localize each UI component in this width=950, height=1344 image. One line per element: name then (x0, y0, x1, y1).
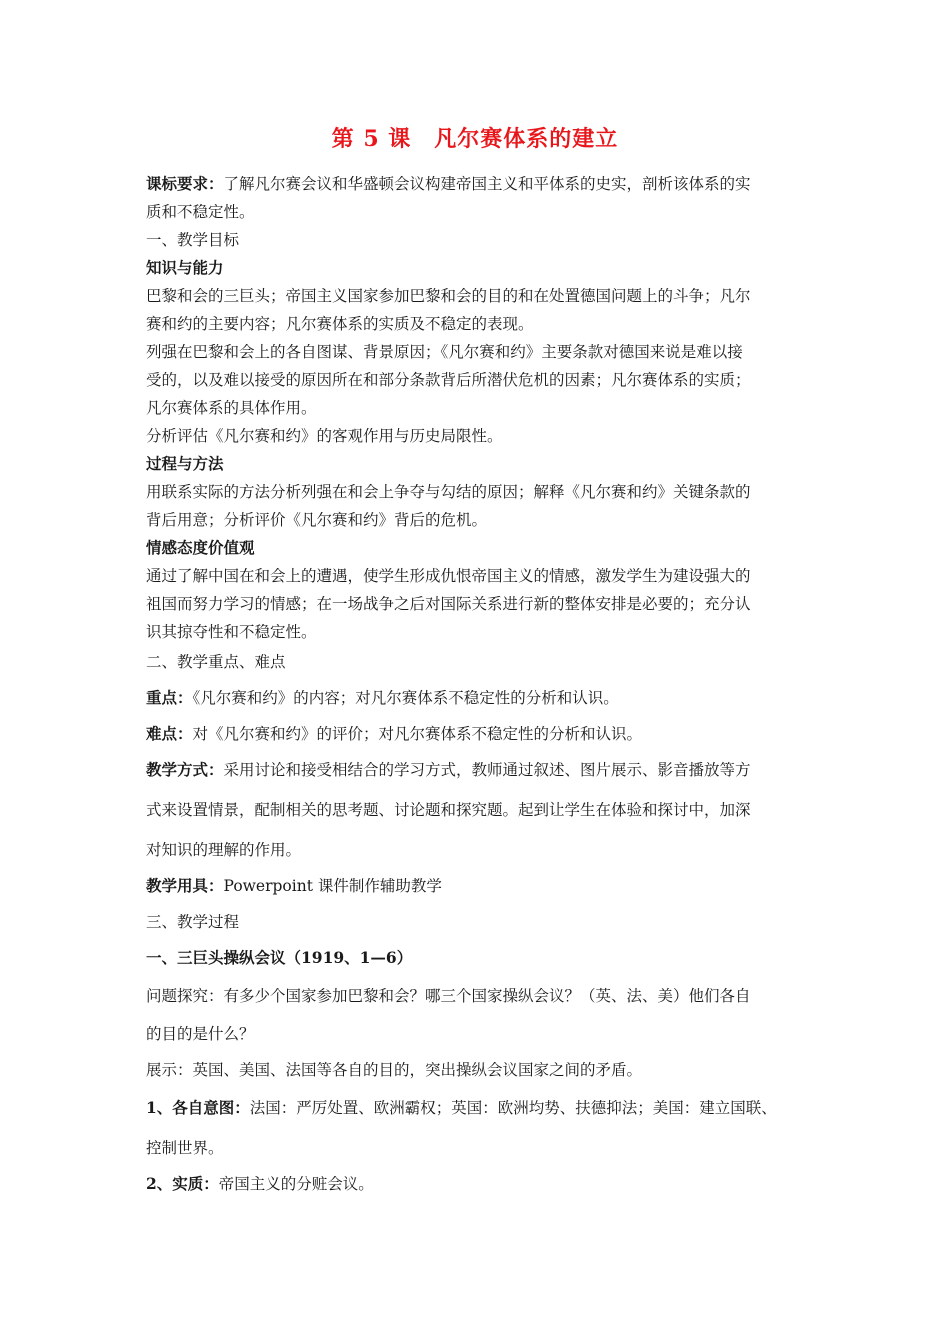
curriculum-requirement: 课标要求：了解凡尔赛会议和华盛顿会议构建帝国主义和平体系的史实，剖析该体系的实 质和不稳定性。 (146, 174, 751, 221)
process-heading: 过程与方法 (146, 454, 224, 473)
difficult-point: 难点：对《凡尔赛和约》的评价；对凡尔赛体系不稳定性的分析和认识。 (146, 724, 643, 743)
knowledge-paragraph-3: 分析评估《凡尔赛和约》的客观作用与历史局限性。 (146, 427, 503, 445)
teaching-method-line-1: 教学方式：采用讨论和接受相结合的学习方式，教师通过叙述、图片展示、影音播放等方 (146, 760, 751, 779)
lesson-title: 第 5 课 凡尔赛体系的建立 (331, 126, 619, 152)
curriculum-label: 课标要求： (146, 174, 224, 193)
knowledge-heading: 知识与能力 (146, 258, 224, 277)
teaching-method-line-2: 式来设置情景，配制相关的思考题、讨论题和探究题。起到让学生在体验和探讨中，加深 (146, 801, 751, 819)
knowledge-paragraph-1: 巴黎和会的三巨头；帝国主义国家参加巴黎和会的目的和在处置德国问题上的斗争；凡尔 赛和约的主要内容；凡尔赛体系的实质及不稳定的表现。 (146, 287, 751, 333)
section-heading-objectives: 一、教学目标 (146, 231, 240, 249)
question-line-1: 问题探究：有多少个国家参加巴黎和会？哪三个国家操纵会议？（英、法、美）他们各自 (146, 987, 751, 1005)
process-paragraph: 用联系实际的方法分析列强在和会上争夺与勾结的原因；解释《凡尔赛和约》关键条款的 背后用意；分析评价《凡尔赛和约》背后的危机。 (146, 483, 751, 529)
item1-line-1: 1、各自意图：法国：严厉处置、欧洲霸权；英国：欧洲均势、扶德抑法；美国：建立国联、 (146, 1098, 777, 1117)
part1-heading: 一、三巨头操纵会议（1919、1—6） (146, 948, 413, 967)
emotion-heading: 情感态度价值观 (146, 538, 255, 557)
section-heading-process: 三、教学过程 (146, 913, 240, 931)
emotion-paragraph: 通过了解中国在和会上的遭遇，使学生形成仇恨帝国主义的情感，激发学生为建设强大的 祖国而努力学习的情感；在一场战争之后对国际关系进行新的整体安排是必要的；充分认 识其掠夺性和不稳定性。 (146, 567, 751, 641)
item2-line: 2、实质：帝国主义的分赃会议。 (146, 1174, 374, 1193)
key-point: 重点：《凡尔赛和约》的内容；对凡尔赛体系不稳定性的分析和认识。 (146, 688, 619, 707)
teaching-tools: 教学用具：Powerpoint 课件制作辅助教学 (146, 876, 442, 895)
show-line: 展示：英国、美国、法国等各自的目的，突出操纵会议国家之间的矛盾。 (146, 1061, 643, 1079)
teaching-method-line-3: 对知识的理解的作用。 (146, 841, 302, 859)
question-line-2: 的目的是什么？ (146, 1025, 255, 1043)
knowledge-paragraph-2: 列强在巴黎和会上的各自图谋、背景原因；《凡尔赛和约》主要条款对德国来说是难以接 受的，以及难以接受的原因所在和部分条款背后所潜伏危机的因素；凡尔赛体系的实质； 凡尔赛体系的具体作用。 (146, 343, 751, 417)
item1-line-2: 控制世界。 (146, 1139, 224, 1157)
section-heading-keypoints: 二、教学重点、难点 (146, 653, 286, 671)
